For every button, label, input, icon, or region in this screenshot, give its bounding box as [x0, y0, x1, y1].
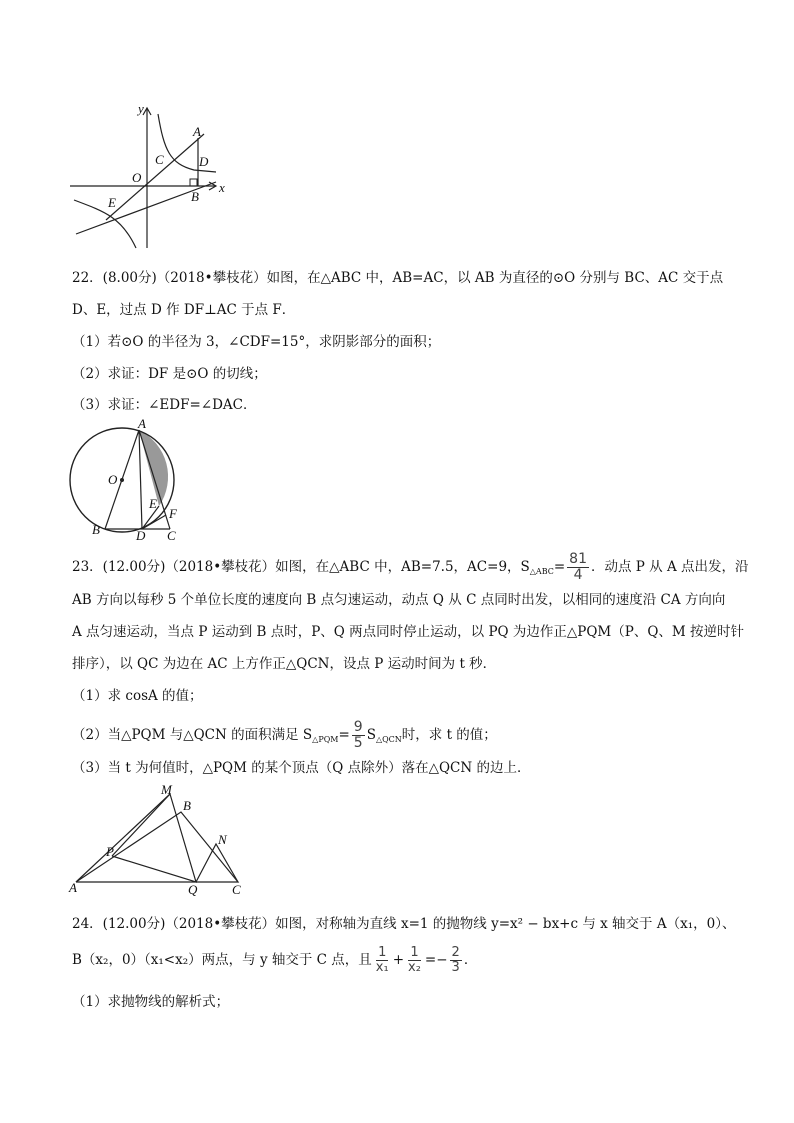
q23-line-1-rest: ．动点 P 从 A 点出发，沿 [591, 559, 749, 575]
q22-line-2: D、E，过点 D 作 DF⊥AC 于点 F． [72, 302, 296, 318]
fraction-numerator: 81 [569, 551, 587, 567]
label-d: D [199, 154, 209, 169]
label-o: O [132, 170, 142, 185]
label-a: A [138, 416, 146, 431]
fraction-denominator: 5 [353, 735, 363, 751]
label-c: C [232, 882, 241, 897]
triangle-abc [76, 812, 238, 882]
label-a: A [193, 124, 201, 139]
fraction-numerator: 2 [451, 945, 460, 960]
fraction-numerator: 1 [378, 945, 387, 960]
q24-plus: + [392, 952, 404, 968]
triangle-qcn [196, 844, 238, 882]
label-f: F [169, 506, 177, 521]
q23-qcn-subscript: △QCN [375, 735, 402, 744]
shaded-region [139, 430, 168, 506]
label-d: D [136, 528, 146, 543]
q23-part-2 [72, 720, 722, 751]
label-c: C [167, 528, 176, 543]
q23-part-2-rest: 时，求 t 的值； [401, 727, 497, 743]
label-q: Q [188, 882, 198, 897]
fraction-numerator: 1 [410, 945, 419, 960]
q24-fraction-3 [450, 946, 462, 975]
label-b: B [92, 522, 100, 537]
figure-1-graph [66, 100, 236, 250]
q24-equals-minus: =− [424, 952, 448, 968]
q23-line-1-text: 23．(12.00分)（2018•攀枝花）如图，在△ABC 中，AB=7.5，AC=9，S [72, 559, 530, 575]
q23-pqm-subscript: △PQM [312, 735, 339, 744]
label-o: O [108, 472, 118, 487]
figure-3-triangles [66, 782, 256, 897]
q24-period: ． [463, 952, 478, 968]
q24-line-2-text: B（x₂，0）（x₁<x₂）两点，与 y 轴交于 C 点，且 [72, 952, 372, 968]
label-c: C [155, 152, 164, 167]
q23-part-2-equals: = [338, 727, 350, 743]
q23-line-3: A 点匀速运动，当点 P 运动到 B 点时，P、Q 两点同时停止运动，以 PQ 为边作正△PQM（P、Q、M 按逆时针 [72, 624, 745, 640]
segment-ad [139, 430, 142, 529]
q22-part-2: （2）求证：DF 是⊙O 的切线； [72, 366, 267, 382]
figure-2-svg [68, 418, 188, 542]
label-n: N [218, 832, 227, 847]
label-b: B [191, 189, 199, 204]
q23-part-2-s: S [366, 727, 376, 743]
label-y: y [138, 101, 144, 116]
q23-line-2: AB 方向以每秒 5 个单位长度的速度向 B 点匀速运动，动点 Q 从 C 点同时出发，以相同的速度沿 CA 方向向 [72, 592, 726, 608]
q23-part-2-text: （2）当△PQM 与△QCN 的面积满足 S [72, 727, 313, 743]
q24-fraction-2 [406, 946, 423, 975]
label-a: A [69, 880, 77, 895]
q24-fraction-1 [374, 946, 391, 975]
fraction-denominator: x₁ [375, 960, 389, 975]
center-o [120, 478, 124, 482]
figure-3-svg [66, 782, 256, 897]
label-m: M [161, 782, 172, 797]
q23-area-subscript: △ABC [529, 567, 554, 576]
fraction-denominator: x₂ [408, 960, 421, 975]
q23-equals: = [553, 559, 566, 575]
label-e: E [108, 195, 116, 210]
q23-part-3: （3）当 t 为何值时，△PQM 的某个顶点（Q 点除外）落在△QCN 的边上． [72, 760, 531, 776]
fraction-numerator: 9 [353, 719, 363, 735]
label-e: E [149, 496, 157, 511]
label-b: B [183, 798, 191, 813]
figure-2-circle [68, 418, 188, 542]
q23-area-fraction [567, 552, 589, 583]
fraction-denominator: 3 [451, 960, 460, 975]
label-x: x [219, 180, 225, 195]
fraction-denominator: 4 [573, 567, 583, 583]
segment-df [142, 515, 166, 529]
q23-part-1: （1）求 cosA 的值； [72, 688, 203, 704]
segment-am [76, 794, 170, 882]
q22-part-3: （3）求证：∠EDF=∠DAC． [72, 397, 257, 413]
q24-part-1: （1）求抛物线的解析式； [72, 994, 230, 1010]
q23-ratio-fraction [352, 720, 365, 751]
q22-part-1: （1）若⊙O 的半径为 3，∠CDF=15°，求阴影部分的面积； [72, 334, 441, 350]
q24-line-2 [72, 946, 722, 975]
hyperbola-branch-left [74, 200, 136, 248]
q23-line-1 [72, 551, 749, 583]
q24-line-1: 24．(12.00分)（2018•攀枝花）如图，对称轴为直线 x=1 的抛物线 y=x² − bx+c 与 x 轴交于 A（x₁，0）、 [72, 916, 736, 932]
right-angle-mark [190, 179, 197, 186]
line-oa [106, 134, 204, 220]
q22-line-1: 22．(8.00分)（2018•攀枝花）如图，在△ABC 中，AB=AC，以 AB 为直径的⊙O 分别与 BC、AC 交于点 [72, 270, 724, 286]
q23-line-4: 排序），以 QC 为边在 AC 上方作正△QCN，设点 P 运动时间为 t 秒． [72, 656, 497, 672]
label-p: P [106, 844, 114, 859]
figure-1-svg [66, 100, 236, 250]
